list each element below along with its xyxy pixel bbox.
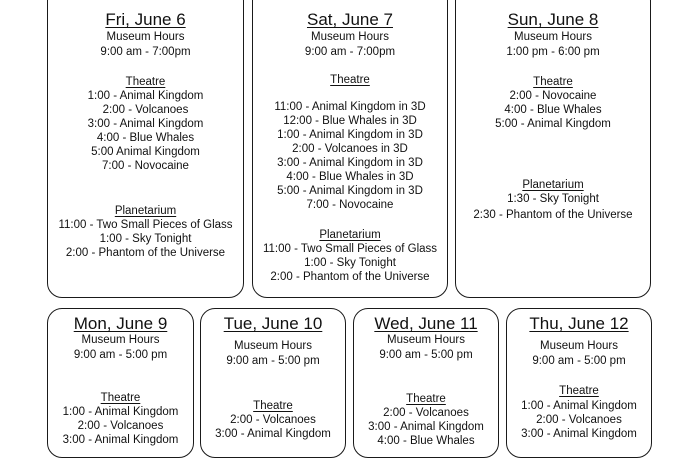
theatre-showing: 11:00 - Animal Kingdom in 3D bbox=[274, 101, 426, 113]
theatre-showing: 2:00 - Volcanoes bbox=[383, 407, 469, 419]
museum-hours-value: 9:00 am - 5:00 pm bbox=[532, 355, 626, 367]
schedule-card-sun bbox=[455, 0, 651, 298]
planetarium-showing: 11:00 - Two Small Pieces of Glass bbox=[58, 219, 233, 231]
theatre-showing: 3:00 - Animal Kingdom bbox=[521, 428, 637, 440]
planetarium-heading: Planetarium bbox=[114, 205, 177, 217]
museum-hours-label: Museum Hours bbox=[106, 31, 185, 43]
theatre-showing: 3:00 - Animal Kingdom bbox=[62, 434, 179, 446]
theatre-showing: 2:00 - Volcanoes bbox=[102, 104, 189, 116]
theatre-showing: 4:00 - Blue Whales bbox=[504, 104, 602, 116]
theatre-showing: 4:00 - Blue Whales bbox=[377, 435, 475, 447]
theatre-showing: 12:00 - Blue Whales in 3D bbox=[283, 115, 417, 127]
theatre-showing: 7:00 - Novocaine bbox=[102, 160, 189, 172]
theatre-showing: 2:00 - Volcanoes bbox=[230, 414, 316, 426]
theatre-showing: 2:00 - Volcanoes in 3D bbox=[292, 143, 408, 155]
theatre-heading: Theatre bbox=[533, 76, 573, 88]
day-heading: Fri, June 6 bbox=[105, 10, 186, 29]
theatre-heading: Theatre bbox=[125, 76, 166, 88]
schedule-card-thu bbox=[506, 308, 652, 458]
theatre-showing: 7:00 - Novocaine bbox=[306, 199, 394, 211]
museum-hours-value: 9:00 am - 5:00 pm bbox=[73, 349, 168, 361]
planetarium-showing: 2:00 - Phantom of the Universe bbox=[270, 271, 430, 283]
day-heading: Sun, June 8 bbox=[507, 10, 599, 29]
schedule-card-sat bbox=[252, 0, 448, 298]
planetarium-showing: 1:00 - Sky Tonight bbox=[99, 233, 192, 245]
schedule-card-tue bbox=[200, 308, 346, 458]
theatre-heading: Theatre bbox=[559, 385, 599, 397]
museum-hours-value: 1:00 pm - 6:00 pm bbox=[506, 46, 600, 58]
theatre-heading: Theatre bbox=[100, 392, 141, 404]
planetarium-heading: Planetarium bbox=[319, 229, 381, 241]
museum-hours-label: Museum Hours bbox=[234, 340, 312, 352]
planetarium-showing: 2:00 - Phantom of the Universe bbox=[65, 247, 226, 259]
day-heading: Wed, June 11 bbox=[374, 314, 478, 333]
day-heading: Tue, June 10 bbox=[223, 314, 323, 333]
theatre-showing: 4:00 - Blue Whales bbox=[96, 132, 195, 144]
theatre-showing: 3:00 - Animal Kingdom bbox=[368, 421, 484, 433]
theatre-showing: 1:00 - Animal Kingdom bbox=[87, 90, 204, 102]
museum-hours-label: Museum Hours bbox=[387, 334, 465, 346]
planetarium-showing: 11:00 - Two Small Pieces of Glass bbox=[262, 243, 438, 255]
museum-hours-value: 9:00 am - 5:00 pm bbox=[379, 349, 473, 361]
day-heading: Mon, June 9 bbox=[73, 314, 168, 333]
museum-hours-value: 9:00 am - 7:00pm bbox=[100, 46, 191, 58]
theatre-heading: Theatre bbox=[406, 393, 446, 405]
theatre-showing: 1:00 - Animal Kingdom bbox=[521, 400, 637, 412]
theatre-heading: Theatre bbox=[330, 74, 370, 86]
theatre-showing: 3:00 - Animal Kingdom bbox=[87, 118, 204, 130]
museum-hours-label: Museum Hours bbox=[540, 340, 618, 352]
schedule-card-mon bbox=[47, 308, 194, 458]
theatre-showing: 2:00 - Novocaine bbox=[509, 90, 597, 102]
planetarium-showing: 1:30 - Sky Tonight bbox=[507, 193, 599, 205]
theatre-showing: 3:00 - Animal Kingdom bbox=[215, 428, 331, 440]
theatre-showing: 4:00 - Blue Whales in 3D bbox=[286, 171, 414, 183]
museum-hours-label: Museum Hours bbox=[514, 31, 592, 43]
theatre-showing: 1:00 - Animal Kingdom in 3D bbox=[277, 129, 423, 141]
theatre-showing: 3:00 - Animal Kingdom in 3D bbox=[277, 157, 423, 169]
planetarium-heading: Planetarium bbox=[522, 179, 584, 191]
planetarium-showing: 1:00 - Sky Tonight bbox=[304, 257, 396, 269]
theatre-showing: 1:00 - Animal Kingdom bbox=[62, 406, 179, 418]
museum-hours-value: 9:00 am - 5:00 pm bbox=[226, 355, 320, 367]
theatre-showing: 2:00 - Volcanoes bbox=[77, 420, 164, 432]
schedule-card-fri bbox=[47, 0, 244, 298]
theatre-heading: Theatre bbox=[253, 400, 293, 412]
day-heading: Sat, June 7 bbox=[306, 10, 393, 29]
day-heading: Thu, June 12 bbox=[529, 314, 629, 333]
theatre-showing: 5:00 - Animal Kingdom bbox=[495, 118, 611, 130]
theatre-showing: 5:00 Animal Kingdom bbox=[91, 146, 200, 158]
planetarium-showing: 2:30 - Phantom of the Universe bbox=[473, 209, 633, 221]
theatre-showing: 2:00 - Volcanoes bbox=[536, 414, 622, 426]
theatre-showing: 5:00 - Animal Kingdom in 3D bbox=[277, 185, 423, 197]
schedule-card-wed bbox=[353, 308, 499, 458]
museum-hours-value: 9:00 am - 7:00pm bbox=[304, 46, 396, 58]
museum-hours-label: Museum Hours bbox=[311, 31, 389, 43]
museum-hours-label: Museum Hours bbox=[81, 334, 160, 346]
